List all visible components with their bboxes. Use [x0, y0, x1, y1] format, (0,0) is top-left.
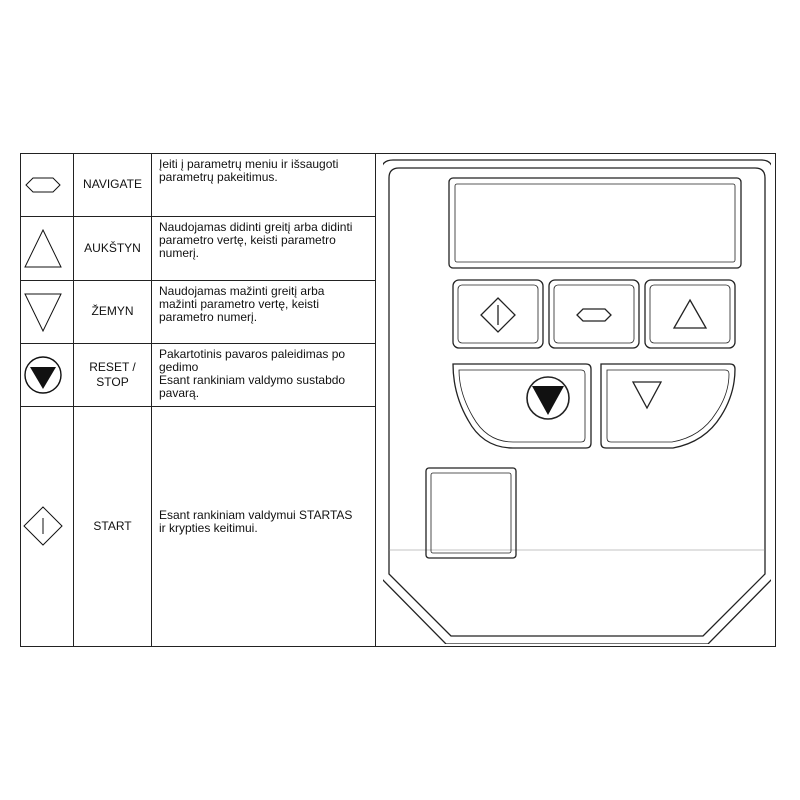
keypad-down-button: [601, 364, 735, 448]
column-divider: [375, 154, 376, 646]
key-name-up: AUKŠTYN: [74, 216, 152, 280]
table-row-up: [21, 216, 376, 280]
display-window: [449, 178, 741, 268]
reset-stop-icon: [21, 343, 74, 406]
up-triangle-icon: [674, 300, 706, 328]
key-name-navigate: NAVIGATE: [74, 154, 152, 216]
navigate-hexagon-icon: [577, 309, 611, 321]
up-triangle-icon: [21, 216, 74, 280]
keypad-housing-outer: [383, 160, 771, 644]
keypad-reset-stop-button: [453, 364, 591, 448]
navigate-hexagon-icon: [21, 154, 74, 216]
keypad-reference-figure: [20, 153, 776, 647]
key-name-reset-stop: RESET / STOP: [74, 343, 152, 406]
keypad-housing-inner: [389, 168, 765, 636]
table-row-start: [21, 406, 376, 646]
key-desc-navigate: Įeiti į parametrų meniu ir išsaugoti parametrų pakeitimus.: [152, 154, 376, 216]
down-triangle-icon: [633, 382, 661, 408]
key-desc-down: Naudojamas mažinti greitį arba mažinti parametro vertę, keisti parametro numerį.: [152, 280, 376, 343]
key-name-down: ŽEMYN: [74, 280, 152, 343]
table-row-navigate: [21, 154, 376, 216]
keypad-navigate-button: [549, 280, 639, 348]
down-triangle-icon: [21, 280, 74, 343]
keypad-drawing: [383, 158, 771, 644]
key-function-table: [21, 154, 376, 646]
key-desc-up: Naudojamas didinti greitį arba didinti parametro vertę, keisti parametro numerį.: [152, 216, 376, 280]
keypad-up-button: [645, 280, 735, 348]
table-row-reset-stop: [21, 343, 376, 406]
key-name-start: START: [74, 406, 152, 646]
key-desc-start: Esant rankiniam valdymui STARTAS ir krypties keitimui.: [152, 406, 376, 646]
start-diamond-icon: [21, 406, 74, 646]
keypad-blank-key: [426, 468, 516, 558]
key-desc-reset-stop: Pakartotinis pavaros paleidimas po gedimo Esant rankiniam valdymo sustabdo pavarą.: [152, 343, 376, 406]
table-row-down: [21, 280, 376, 343]
keypad-start-button: [453, 280, 543, 348]
